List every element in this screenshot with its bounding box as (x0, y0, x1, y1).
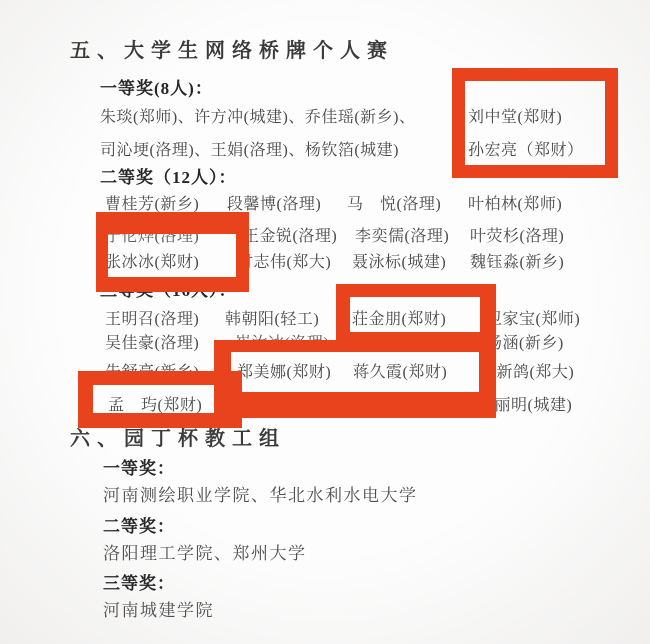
awardee-name-highlighted: 蒋久霞(郑财) (353, 364, 448, 381)
highlight-box-zhengmeina-jiangjiuxia (214, 340, 496, 418)
awardee-name-highlighted: 孟 玙(郑财) (108, 397, 203, 414)
awardee-name-highlighted: 荘金朋(郑财) (352, 311, 447, 328)
awardee-name: 马 悦(洛理) (347, 196, 442, 213)
highlight-box-first-prize-zhengcai (452, 68, 618, 178)
awardee-name-obscured: 韩家熙(郑大) (240, 397, 335, 414)
awardee-name: 孙新鸽(郑大) (480, 364, 575, 381)
highlight-box-meng-yu (78, 371, 242, 428)
third-prize-row-1 (0, 306, 650, 328)
awardee-name: 聂泳标(城建) (352, 254, 447, 271)
awardee-name-highlighted: 张冰冰(郑财) (105, 254, 200, 271)
awardee-name: 杨涵(新乡) (486, 335, 564, 352)
second-prize-row-1 (0, 191, 650, 213)
section6-title: 六、园丁杯教工组 (70, 428, 286, 450)
awardee-name: 叶荧杉(洛理) (470, 228, 565, 245)
awardee-name: 魏钰淼(新乡) (470, 254, 565, 271)
awardee-names: 朱琰(郑师)、许方冲(城建)、乔佳瑶(新乡)、 (100, 109, 416, 126)
awardee-name-highlighted: 郑美娜(郑财) (237, 364, 332, 381)
highlight-box-zhang-bingbing (96, 212, 249, 292)
awardee-name: 王金锐(洛理) (243, 228, 338, 245)
awardee-name: 韩朝阳(轻工) (225, 311, 320, 328)
teacher-first-prize-schools: 河南测绘职业学院、华北水利水电大学 (103, 486, 418, 505)
teacher-second-prize-header: 二等奖： (103, 517, 175, 536)
second-prize-header: 二等奖（12人）： (100, 168, 237, 187)
awardee-name: 王明召(洛理) (105, 311, 200, 328)
awardee-name-obscured: 于伦烨(洛理) (105, 228, 200, 245)
teacher-second-prize-schools: 洛阳理工学院、郑州大学 (103, 544, 307, 563)
awardee-name: 段馨博(洛理) (227, 196, 322, 213)
third-prize-header: 三等奖（16人）： (100, 281, 237, 300)
awardee-name: 曹桂芳(新乡) (105, 196, 200, 213)
highlight-box-zhuang-jinpeng (336, 284, 496, 344)
awardee-name-obscured: 崔甜甜(城建) (360, 397, 455, 414)
awardee-name: 张丽明(城建) (478, 397, 573, 414)
awardee-name: 朱舒豪(新乡) (105, 364, 200, 381)
awardee-names: 司沁埂(洛理)、王娟(洛理)、杨钦箔(城建) (100, 142, 399, 159)
awardee-name: 付志伟(郑大) (237, 254, 332, 271)
awardee-name-highlighted: 刘中堂(郑财) (468, 109, 563, 126)
first-prize-header: 一等奖(8人)： (100, 79, 213, 98)
awardee-name: 卫家宝(郑师) (486, 311, 581, 328)
awardee-name: 叶柏林(郑师) (468, 196, 563, 213)
teacher-first-prize-header: 一等奖： (103, 459, 175, 478)
section5-title: 五、大学生网络桥牌个人赛 (70, 40, 394, 62)
awardee-name-highlighted: 孙宏亮（郑财） (468, 142, 584, 159)
teacher-third-prize-header: 三等奖： (103, 574, 175, 593)
teacher-third-prize-schools: 河南城建学院 (103, 601, 214, 620)
awardee-name: 吴佳豪(洛理) (105, 335, 200, 352)
awardee-name-obscured: 崔汝冰(洛理) (235, 335, 330, 352)
awardee-name: 李奕儒(洛理) (355, 228, 450, 245)
